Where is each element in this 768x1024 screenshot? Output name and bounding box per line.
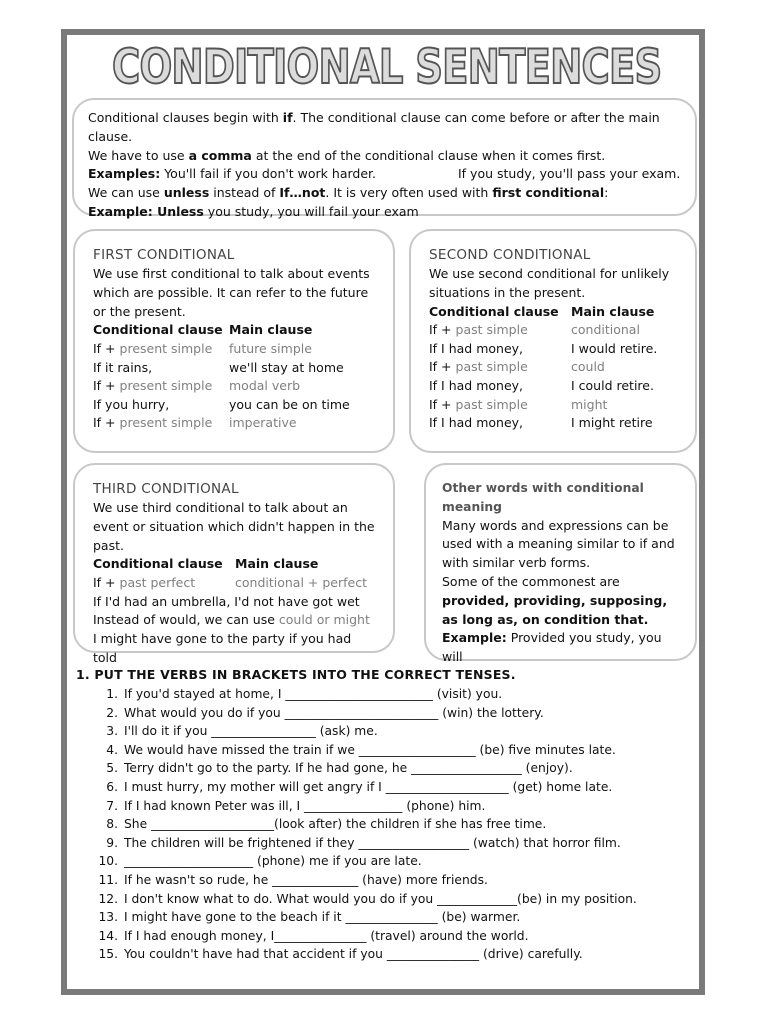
second-conditional-row: If + past simple could — [429, 359, 605, 375]
first-conditional-row: If + present simple imperative — [93, 415, 297, 431]
intro-line-1: Conditional clauses begin with if. The conditional clause can come before or after the main clause. — [88, 110, 660, 144]
exercise-item: 10. _____________________ (phone) me if you are late. — [98, 854, 422, 869]
intro-line-2: We have to use a comma at the end of the conditional clause when it comes first. — [88, 147, 606, 163]
second-conditional-box — [409, 229, 697, 453]
third-conditional-columns: Conditional clause Main clause — [93, 556, 319, 572]
first-conditional-box — [73, 229, 395, 453]
third-conditional-example: If I'd had an umbrella, I'd not have got wet — [93, 593, 360, 609]
second-conditional-row: If I had money, I would retire. — [429, 340, 658, 356]
exercise-item: 12. I don't know what to do. What would you do if you _____________(be) in my position. — [98, 891, 637, 906]
second-conditional-row: If + past simple might — [429, 396, 608, 412]
page-title: CONDITIONAL SENTENCES — [112, 40, 662, 95]
first-conditional-description: We use first conditional to talk about events which are possible. It can refer to the future or the present. — [93, 266, 370, 319]
third-conditional-note: Instead of would, we can use could or might — [93, 612, 370, 628]
exercise-item: 14. If I had enough money, I_______________ (travel) around the world. — [98, 928, 529, 943]
exercise-item: 3. I'll do it if you _________________ (ask) me. — [106, 724, 378, 739]
first-conditional-row: If it rains, we'll stay at home — [93, 359, 344, 375]
first-conditional-row: If + present simple modal verb — [93, 378, 301, 394]
third-conditional-description: We use third conditional to talk about an event or situation which didn't happen in the past. — [93, 500, 375, 553]
intro-box — [72, 98, 697, 219]
second-conditional-row: If + past simple conditional — [429, 322, 640, 338]
other-words-heading: Other words with conditional meaning — [442, 481, 644, 514]
second-conditional-row: If I had money, I could retire. — [429, 377, 654, 393]
exercise-item: 9. The children will be frightened if they __________________ (watch) that horror film. — [106, 835, 621, 850]
first-conditional-columns: Conditional clause Main clause — [93, 322, 313, 338]
first-conditional-row: If you hurry, you can be on time — [93, 396, 350, 412]
third-conditional-heading: THIRD CONDITIONAL — [93, 481, 239, 497]
second-conditional-row: If I had money, I might retire — [429, 415, 653, 431]
intro-line-4: We can use unless instead of If…not. It is very often used with first conditional: — [88, 185, 609, 201]
other-words-box — [424, 463, 697, 665]
second-conditional-heading: SECOND CONDITIONAL — [429, 247, 591, 263]
other-words-list: Some of the commonest are provided, providing, supposing, as long as, on condition that. — [442, 573, 668, 627]
first-conditional-heading: FIRST CONDITIONAL — [93, 247, 235, 263]
first-conditional-row: If + present simple future simple — [93, 340, 312, 356]
exercise-item: 15. You couldn't have had that accident if you _______________ (drive) carefully. — [98, 947, 583, 962]
exercise-item: 2. What would you do if you _________________________ (win) the lottery. — [106, 705, 544, 720]
exercise-item: 4. We would have missed the train if we ___________________ (be) five minutes late. — [106, 742, 616, 757]
second-conditional-description: We use second conditional for unlikely situations in the present. — [429, 266, 670, 300]
third-conditional-formula: If + past perfect conditional + perfect — [93, 574, 367, 590]
other-words-description: Many words and expressions can be used with a meaning similar to if and with similar verb forms. — [442, 517, 675, 571]
intro-line-5: Example: Unless you study, you will fail your exam — [88, 203, 419, 219]
third-conditional-example-2: I might have gone to the party if you had told — [93, 631, 352, 665]
exercise-item: 6. I must hurry, my mother will get angry if I ____________________ (get) home late. — [106, 779, 613, 794]
second-conditional-columns: Conditional clause Main clause — [429, 303, 655, 319]
third-conditional-box — [73, 463, 395, 665]
exercise-list — [90, 685, 690, 964]
exercise-item: 1. If you'd stayed at home, I ________________________ (visit) you. — [106, 687, 503, 701]
exercise-title: 1. PUT THE VERBS IN BRACKETS INTO THE CORRECT TENSES. — [76, 667, 516, 682]
exercise-item: 7. If I had known Peter was ill, I ________________ (phone) him. — [106, 798, 486, 813]
exercise-item: 11. If he wasn't so rude, he ______________ (have) more friends. — [98, 872, 488, 887]
exercise-item: 5. Terry didn't go to the party. If he had gone, he __________________ (enjoy). — [106, 761, 573, 776]
intro-line-3: Examples: You'll fail if you don't work harder. If you study, you'll pass your exam. — [88, 166, 681, 182]
exercise-item: 13. I might have gone to the beach if it _______________ (be) warmer. — [98, 910, 521, 925]
other-words-example: Example: Provided you study, you will — [442, 630, 662, 665]
exercise-item: 8. She ____________________(look after) the children if she has free time. — [106, 817, 547, 832]
